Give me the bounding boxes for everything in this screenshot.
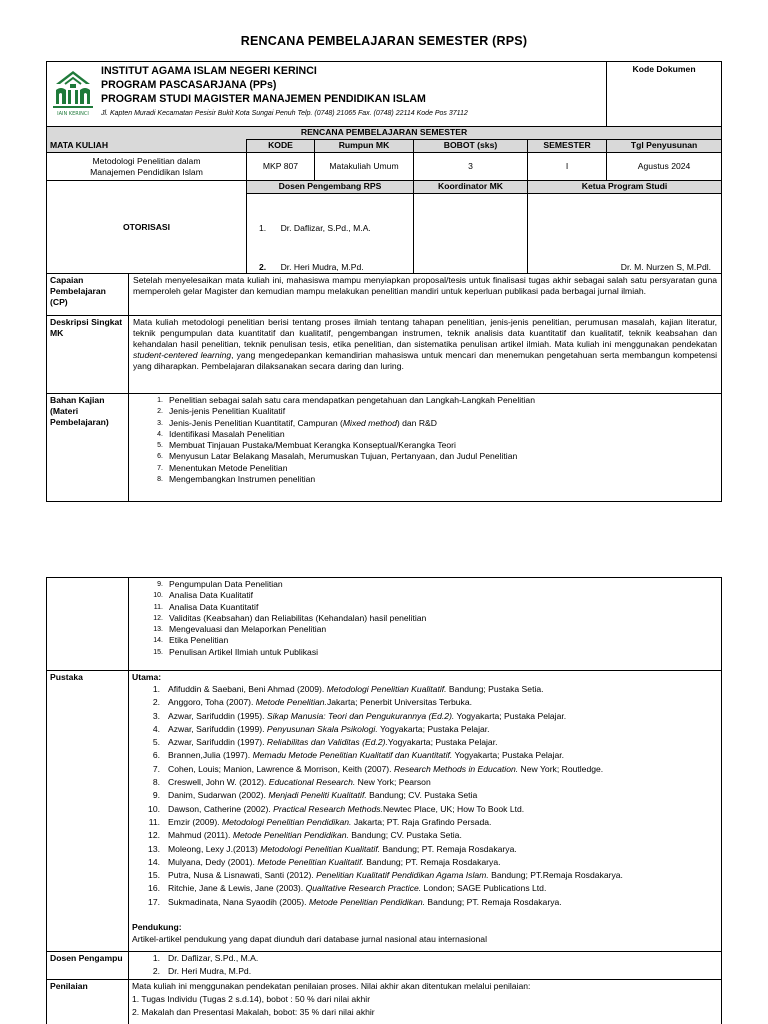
kaprodi-header: Ketua Program Studi xyxy=(528,181,722,194)
list-item-text: Dr. Heri Mudra, M.Pd. xyxy=(168,966,252,977)
reference-number: 11. xyxy=(148,816,160,827)
list-item-text: Penelitian sebagai salah satu cara mendapatkan pengetahuan dan Langkah-Langkah Penelitian xyxy=(169,395,535,405)
list-item-text: Mengembangkan Instrumen penelitian xyxy=(169,474,316,485)
penilaian-item-2: 2. Makalah dan Presentasi Makalah, bobot: 35 % dari nilai akhir xyxy=(132,1006,375,1017)
reference-publisher: New York; Routledge. xyxy=(518,763,604,774)
institution-name: INSTITUT AGAMA ISLAM NEGERI KERINCI xyxy=(101,65,317,77)
list-item-text: Menentukan Metode Penelitian xyxy=(169,462,288,473)
list-item xyxy=(131,451,721,462)
list-item-number: 12. xyxy=(153,614,163,622)
reference-item xyxy=(132,856,718,869)
reference-author: Cohen, Louis; Manion, Lawrence & Morrison, Keith (2007). xyxy=(168,763,394,774)
list-item-number: 8. xyxy=(157,476,163,484)
reference-title: Penelitian Kualitatif Pendidikan Agama Islam. xyxy=(316,870,489,881)
list-item-text: Membuat Tinjauan Pustaka/Membuat Kerangka Konseptual/Kerangka Teori xyxy=(169,440,456,451)
reference-author: Dawson, Catherine (2002). xyxy=(168,803,274,814)
reference-number: 16. xyxy=(148,883,160,894)
reference-author: Azwar, Sarifuddin (1995). xyxy=(168,710,267,721)
reference-author: Emzir (2009). xyxy=(168,816,222,827)
reference-author: Danim, Sudarwan (2002). xyxy=(168,790,269,801)
reference-author: Mulyana, Dedy (2001). xyxy=(168,856,258,867)
list-item xyxy=(131,579,721,590)
reference-item xyxy=(132,803,718,816)
reference-title: Menjadi Peneliti Kualitatif. xyxy=(268,790,367,801)
reference-item xyxy=(132,843,718,856)
reference-author: Creswell, John W. (2012). xyxy=(168,777,269,788)
list-item-number: 1. xyxy=(152,953,160,963)
pustaka-cell xyxy=(129,671,722,952)
reference-publisher: Jakarta; Penerbit Universitas Terbuka. xyxy=(326,697,472,708)
reference-publisher: London; SAGE Publications Ltd. xyxy=(421,883,547,894)
dosen-pengembang-cell xyxy=(247,194,414,274)
institution-logo-icon xyxy=(50,68,96,118)
cp-label: Capaian Pembelajaran (CP) xyxy=(47,274,129,316)
reference-publisher: Bandung; CV. Pustaka Setia. xyxy=(348,830,462,841)
dosen-pengampu-list xyxy=(132,952,718,979)
list-item-text: Etika Penelitian xyxy=(169,635,229,646)
list-item-text: Analisa Data Kualitatif xyxy=(169,590,254,601)
col-semester: SEMESTER xyxy=(528,140,607,153)
reference-author: Brannen,Julia (1997). xyxy=(168,750,253,761)
reference-number: 8. xyxy=(152,777,160,788)
reference-item xyxy=(132,869,718,882)
list-item xyxy=(131,602,721,613)
document-title: RENCANA PEMBELAJARAN SEMESTER (RPS) xyxy=(240,34,528,48)
kaprodi-name: Dr. M. Nurzen S, M.Pdl. xyxy=(620,262,712,272)
list-item-number: 7. xyxy=(157,464,163,472)
reference-publisher: Jakarta; PT. Raja Grafindo Persada. xyxy=(351,816,492,827)
reference-publisher: Newtec Place, UK; How To Book Ltd. xyxy=(382,803,525,814)
reference-title: Educational Research. xyxy=(268,777,356,788)
reference-item xyxy=(132,749,718,762)
dosen-pengampu-label: Dosen Pengampu xyxy=(47,952,129,980)
reference-number: 3. xyxy=(152,710,160,721)
reference-number: 14. xyxy=(148,856,160,867)
list-item-text: Analisa Data Kuantitatif xyxy=(169,601,259,612)
course-name: Metodologi Penelitian dalam Manajemen Pendidikan Islam xyxy=(47,153,247,181)
list-item-number: 15. xyxy=(153,648,163,656)
reference-number: 9. xyxy=(152,790,160,801)
institution-names xyxy=(101,64,426,106)
course-semester: I xyxy=(528,153,607,181)
reference-title: Sikap Manusia: Teori dan Pengukurannya (Ed.2). xyxy=(266,710,455,721)
reference-title: Penyusunan Skala Psikologi. xyxy=(266,723,378,734)
reference-number: 2. xyxy=(152,697,160,708)
col-mata-kuliah: MATA KULIAH xyxy=(47,140,247,153)
list-item-number: 14. xyxy=(153,637,163,645)
reference-item xyxy=(132,696,718,709)
reference-publisher: Yogyakarta; Pustaka Pelajar. xyxy=(387,737,498,748)
list-item xyxy=(131,635,721,646)
reference-title: Metodologi Penelitian Kualitatif. xyxy=(260,843,381,854)
reference-number: 15. xyxy=(148,870,160,881)
reference-item xyxy=(132,763,718,776)
list-item xyxy=(131,590,721,601)
list-item xyxy=(132,965,718,978)
dosen-pengampu-cell xyxy=(129,952,722,980)
reference-author: Ritchie, Jane & Lewis, Jane (2003). xyxy=(168,883,306,894)
reference-item xyxy=(132,896,718,909)
koordinator-cell xyxy=(414,194,528,274)
reference-author: Azwar, Sarifuddin (1999). xyxy=(168,723,267,734)
penilaian-item-1: 1. Tugas Individu (Tugas 2 s.d.14), bobot : 50 % dari nilai akhir xyxy=(132,993,371,1004)
reference-number: 5. xyxy=(152,737,160,748)
list-item-number: 2. xyxy=(152,966,160,977)
list-item xyxy=(131,440,721,451)
reference-number: 1. xyxy=(152,684,160,694)
reference-number: 4. xyxy=(152,723,160,734)
dosen-2 xyxy=(259,262,364,273)
reference-number: 17. xyxy=(148,896,160,907)
penilaian-intro: Mata kuliah ini menggunakan pendekatan penilaian proses. Nilai akhir akan ditentukan melalui penilaian: xyxy=(132,980,531,991)
doc-code-label: Kode Dokumen xyxy=(607,62,722,127)
list-item xyxy=(131,624,721,635)
list-item-text: Jenis-Jenis Penelitian Kuantitatif, Campuran ( xyxy=(169,417,343,428)
reference-number: 12. xyxy=(148,830,160,841)
dosen-1 xyxy=(259,223,371,234)
list-item xyxy=(131,406,721,417)
col-kode: KODE xyxy=(247,140,315,153)
penilaian-cell xyxy=(129,979,722,1024)
list-item-text-italic: Mixed method xyxy=(342,417,397,428)
penilaian-label: Penilaian xyxy=(47,979,129,1024)
reference-item xyxy=(132,789,718,802)
reference-publisher: Bandung; PT. Remaja Rosdakarya. xyxy=(363,856,501,867)
list-item-text: Dr. Daflizar, S.Pd., M.A. xyxy=(168,953,259,963)
reference-item xyxy=(132,776,718,789)
study-program-name: PROGRAM STUDI MAGISTER MANAJEMEN PENDIDIKAN ISLAM xyxy=(101,93,426,105)
otorisasi-label: OTORISASI xyxy=(47,181,247,274)
list-item-number: 5. xyxy=(157,442,163,450)
list-item-number: 9. xyxy=(157,581,163,588)
rps-subtitle: RENCANA PEMBELAJARAN SEMESTER xyxy=(47,127,722,140)
reference-publisher: New York; Pearson xyxy=(355,777,431,788)
rps-table-page-2 xyxy=(46,577,722,1024)
dosen-1-name: Dr. Daflizar, S.Pd., M.A. xyxy=(280,223,371,233)
kaprodi-cell xyxy=(528,194,722,274)
col-tgl: Tgl Penyusunan xyxy=(607,140,722,153)
list-item-number: 1. xyxy=(157,397,163,404)
course-date: Agustus 2024 xyxy=(607,153,722,181)
reference-author: Putra, Nusa & Lisnawati, Santi (2012). xyxy=(168,870,317,881)
deskripsi-label: Deskripsi Singkat MK xyxy=(47,316,129,394)
bahan-kajian-list-cell xyxy=(129,394,722,502)
logo-text: IAIN KERINCI xyxy=(57,111,89,117)
reference-author: Mahmud (2011). xyxy=(168,830,233,841)
bahan-kajian-list xyxy=(129,395,721,485)
reference-publisher: Bandung; PT.Remaja Rosdakarya. xyxy=(488,870,623,881)
reference-author: Anggoro, Toha (2007). xyxy=(168,697,256,708)
list-item-number: 6. xyxy=(157,453,163,461)
pustaka-pendukung-label: Pendukung: xyxy=(132,922,182,933)
reference-publisher: Bandung; PT. Remaja Rosdakarya. xyxy=(380,843,517,854)
course-rumpun: Matakuliah Umum xyxy=(315,153,414,181)
list-item-text: Identifikasi Masalah Penelitian xyxy=(169,428,285,439)
list-item-text: Mengevaluasi dan Melaporkan Penelitian xyxy=(169,624,327,635)
koordinator-header: Koordinator MK xyxy=(414,181,528,194)
col-rumpun: Rumpun MK xyxy=(315,140,414,153)
pustaka-label: Pustaka xyxy=(47,671,129,952)
reference-title: Research Methods in Education. xyxy=(393,763,519,774)
dosen-2-name: Dr. Heri Mudra, M.Pd. xyxy=(280,262,364,272)
list-item-number: 3. xyxy=(157,419,163,427)
reference-publisher: Bandung; Pustaka Setia. xyxy=(446,684,544,694)
deskripsi-text xyxy=(129,316,722,394)
reference-number: 7. xyxy=(152,763,160,774)
reference-item xyxy=(132,816,718,829)
bahan-kajian-cont-cell xyxy=(129,578,722,671)
reference-publisher: Bandung; CV. Pustaka Setia xyxy=(366,790,478,801)
list-item xyxy=(131,613,721,624)
reference-title: Reliabilitas dan Validitas (Ed.2). xyxy=(266,737,388,748)
reference-author: Moleong, Lexy J.(2013) xyxy=(168,843,261,854)
pustaka-utama-label: Utama: xyxy=(132,672,162,682)
dosen-2-num: 2. xyxy=(259,262,267,272)
reference-number: 10. xyxy=(148,803,160,814)
list-item-number: 10. xyxy=(153,592,163,600)
list-item-text: Menyusun Latar Belakang Masalah, Merumuskan Tujuan, Pertanyaan, dan Judul Penelitian xyxy=(169,451,518,462)
list-item-text: Pengumpulan Data Penelitian xyxy=(169,579,283,589)
reference-title: Metode Penelitian Kualitatif. xyxy=(257,856,364,867)
reference-title: Memadu Metode Penelitian Kualitatif dan Kuantitatif. xyxy=(252,750,453,761)
institution-address: Jl. Kapten Muradi Kecamatan Pesisir Bukit Kota Sungai Penuh Telp. (0748) 21065 Fax. (0748) 22114 Kode Pos 37112 xyxy=(101,110,468,117)
institution-header xyxy=(47,62,607,127)
reference-title: Metodologi Penelitian Kualitatif. xyxy=(326,684,447,694)
reference-title: Metode Penelitian Pendidikan. xyxy=(232,830,349,841)
list-item xyxy=(131,647,721,658)
bahan-kajian-list-cont xyxy=(129,579,721,658)
list-item-number: 13. xyxy=(153,626,163,634)
reference-title: Metodologi Penelitian Pendidikan. xyxy=(221,816,352,827)
reference-title: Qualitative Research Practice. xyxy=(305,883,422,894)
list-item xyxy=(131,463,721,474)
reference-item xyxy=(132,710,718,723)
reference-item xyxy=(132,736,718,749)
program-name: PROGRAM PASCASARJANA (PPs) xyxy=(101,79,277,91)
reference-publisher: Yogyakarta; Pustaka Pelajar. xyxy=(452,750,565,761)
list-item xyxy=(131,395,721,406)
reference-publisher: Bandung; PT. Remaja Rosdakarya. xyxy=(425,896,562,907)
deskripsi-text-italic: student-centered learning xyxy=(133,350,232,360)
bahan-kajian-cont-label xyxy=(47,578,129,671)
deskripsi-text-a: Mata kuliah metodologi penelitian berisi tentang proses ilmiah tentang tahapan penelitian, jenis-jenis penelitian, perumusan masalah, kajian literatur, teknik pengumpulan data kuantitatif dan kualitatif, pengembangan instrumen, teknik analisis data kuantitatif dan kualitatif, teknik keabsahan dan kehandalan hasil penelitian, teknik penulisan tesis, etika penelitian, dan sistematika penulisan artikel ilmiah. Mata kuliah ini menggunakan pendekatan xyxy=(133,317,718,349)
list-item-text: Penulisan Artikel Ilmiah untuk Publikasi xyxy=(169,646,319,657)
reference-number: 6. xyxy=(152,750,160,761)
list-item-number: 11. xyxy=(153,603,163,611)
col-bobot: BOBOT (sks) xyxy=(414,140,528,153)
reference-item xyxy=(132,829,718,842)
reference-publisher: Yogyakarta; Pustaka Pelajar. xyxy=(454,710,567,721)
list-item-text-end: ) dan R&D xyxy=(396,417,437,428)
list-item xyxy=(131,474,721,485)
reference-title: Practical Research Methods. xyxy=(273,803,383,814)
reference-title: Metode Penelitian Pendidikan. xyxy=(308,896,426,907)
reference-item xyxy=(132,723,718,736)
reference-item xyxy=(132,683,718,696)
list-item xyxy=(131,418,721,429)
cp-text: Setelah menyelesaikan mata kuliah ini, mahasiswa mampu menyiapkan proposal/tesis untuk finalisasi tugas akhir sebagai salah satu persyaratan guna memperoleh gelar Magister dan kemudian mampu melakukan penelitian mandiri untuk keperluan publikasi pada berbagai jurnal ilmiah. xyxy=(129,274,722,316)
bahan-kajian-label: Bahan Kajian (Materi Pembelajaran) xyxy=(47,394,129,502)
dosen-pengembang-header: Dosen Pengembang RPS xyxy=(247,181,414,194)
list-item-number: 4. xyxy=(157,430,163,438)
course-code: MKP 807 xyxy=(247,153,315,181)
reference-title: Metode Penelitian. xyxy=(255,697,327,708)
course-bobot: 3 xyxy=(414,153,528,181)
reference-number: 13. xyxy=(148,843,160,854)
reference-author: Afifuddin & Saebani, Beni Ahmad (2009). xyxy=(168,684,327,694)
reference-publisher: Yogyakarta; Pustaka Pelajar. xyxy=(377,723,490,734)
list-item xyxy=(131,429,721,440)
reference-item xyxy=(132,882,718,895)
dosen-1-num: 1. xyxy=(259,223,267,233)
reference-author: Sukmadinata, Nana Syaodih (2005). xyxy=(168,896,309,907)
list-item-number: 2. xyxy=(157,408,163,416)
pustaka-utama-list xyxy=(132,683,718,909)
rps-table-page-1 xyxy=(46,61,722,502)
list-item-text: Jenis-jenis Penelitian Kualitatif xyxy=(169,406,286,417)
reference-author: Azwar, Sarifuddin (1997). xyxy=(168,737,267,748)
list-item xyxy=(132,952,718,965)
pustaka-pendukung-text: Artikel-artikel pendukung yang dapat diunduh dari database jurnal nasional atau internasional xyxy=(132,934,487,945)
list-item-text: Validitas (Keabsahan) dan Reliabilitas (Kehandalan) hasil penelitian xyxy=(169,612,427,623)
deskripsi-text-b: , yang mengedepankan kemandirian mahasiswa untuk mencari dan menemukan pengetahuan serta membangun kompetensi yang diharapkan. Pembelajaran dilaksanakan secara daring dan luring. xyxy=(133,350,718,371)
